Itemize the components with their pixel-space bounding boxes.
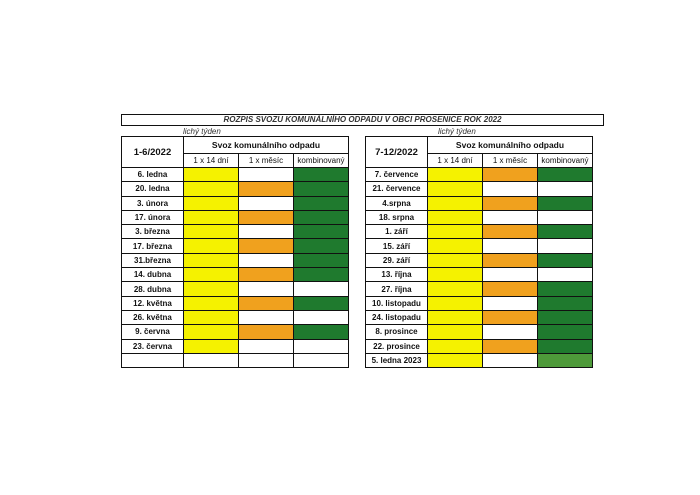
date-cell-left: 28. dubna [122, 282, 184, 296]
collection-cell-left-biweekly [184, 268, 239, 282]
collection-cell-right-biweekly [428, 296, 483, 310]
collection-cell-left-combined [294, 225, 349, 239]
collection-cell-left-monthly [239, 196, 294, 210]
date-cell-right: 4.srpna [366, 196, 428, 210]
collection-cell-right-biweekly [428, 325, 483, 339]
collection-cell-right-monthly [483, 210, 538, 224]
collection-cell-left-biweekly [184, 325, 239, 339]
date-cell-right: 5. ledna 2023 [366, 353, 428, 367]
date-cell-left: 12. května [122, 296, 184, 310]
date-cell-right: 15. září [366, 239, 428, 253]
column-gap [349, 168, 366, 182]
collection-cell-left-biweekly [184, 296, 239, 310]
collection-cell-left-biweekly [184, 282, 239, 296]
date-cell-left: 6. ledna [122, 168, 184, 182]
column-gap [349, 196, 366, 210]
date-cell-left: 3. března [122, 225, 184, 239]
collection-cell-right-monthly [483, 239, 538, 253]
collection-cell-right-combined [538, 268, 593, 282]
collection-cell-left-combined [294, 282, 349, 296]
date-cell-left: 17. února [122, 210, 184, 224]
collection-cell-right-biweekly [428, 339, 483, 353]
column-gap [349, 225, 366, 239]
collection-cell-right-combined [538, 225, 593, 239]
date-cell-right: 10. listopadu [366, 296, 428, 310]
collection-cell-left-combined [294, 168, 349, 182]
collection-cell-left-monthly [239, 168, 294, 182]
collection-cell-left-combined [294, 239, 349, 253]
odd-week-label-right: lichý týden [438, 127, 476, 136]
col-label-right: 1 x měsíc [483, 154, 538, 168]
collection-cell-right-combined [538, 210, 593, 224]
collection-cell-right-monthly [483, 225, 538, 239]
collection-cell-right-combined [538, 182, 593, 196]
column-gap [349, 353, 366, 367]
date-cell-left: 31.března [122, 253, 184, 267]
collection-cell-right-biweekly [428, 353, 483, 367]
date-cell-left: 20. ledna [122, 182, 184, 196]
collection-cell-right-monthly [483, 339, 538, 353]
date-cell-left [122, 353, 184, 367]
collection-cell-right-combined [538, 296, 593, 310]
collection-cell-right-biweekly [428, 310, 483, 324]
collection-cell-left-combined [294, 182, 349, 196]
period-right: 7-12/2022 [366, 137, 428, 168]
date-cell-right: 29. září [366, 253, 428, 267]
col-label-left: 1 x měsíc [239, 154, 294, 168]
collection-cell-left-monthly [239, 325, 294, 339]
collection-cell-right-monthly [483, 253, 538, 267]
collection-cell-right-biweekly [428, 182, 483, 196]
date-cell-right: 8. prosince [366, 325, 428, 339]
date-cell-left: 3. února [122, 196, 184, 210]
column-gap [349, 137, 366, 168]
collection-cell-left-biweekly [184, 253, 239, 267]
collection-cell-left-combined [294, 210, 349, 224]
column-gap [349, 182, 366, 196]
schedule-table [121, 136, 593, 368]
schedule-sheet [121, 114, 604, 368]
collection-cell-right-combined [538, 168, 593, 182]
column-gap [349, 296, 366, 310]
collection-cell-left-biweekly [184, 339, 239, 353]
date-cell-left: 23. června [122, 339, 184, 353]
column-gap [349, 339, 366, 353]
collection-cell-right-combined [538, 196, 593, 210]
date-cell-right: 27. října [366, 282, 428, 296]
odd-week-row [121, 126, 604, 136]
collection-cell-right-monthly [483, 196, 538, 210]
collection-cell-right-monthly [483, 296, 538, 310]
col-label-left: kombinovaný [294, 154, 349, 168]
collection-cell-right-combined [538, 239, 593, 253]
collection-cell-right-biweekly [428, 196, 483, 210]
collection-cell-right-combined [538, 310, 593, 324]
date-cell-right: 13. října [366, 268, 428, 282]
collection-cell-right-combined [538, 253, 593, 267]
date-cell-right: 24. listopadu [366, 310, 428, 324]
col-label-left: 1 x 14 dní [184, 154, 239, 168]
collection-cell-right-monthly [483, 310, 538, 324]
collection-cell-right-biweekly [428, 253, 483, 267]
collection-cell-left-monthly [239, 268, 294, 282]
collection-cell-left-monthly [239, 253, 294, 267]
collection-cell-left-biweekly [184, 310, 239, 324]
column-gap [349, 310, 366, 324]
date-cell-right: 21. července [366, 182, 428, 196]
date-cell-left: 17. března [122, 239, 184, 253]
date-cell-right: 7. července [366, 168, 428, 182]
collection-cell-left-combined [294, 268, 349, 282]
collection-cell-right-biweekly [428, 239, 483, 253]
collection-cell-right-biweekly [428, 282, 483, 296]
period-left: 1-6/2022 [122, 137, 184, 168]
collection-cell-right-biweekly [428, 225, 483, 239]
collection-cell-left-biweekly [184, 225, 239, 239]
collection-cell-right-monthly [483, 282, 538, 296]
collection-cell-left-monthly [239, 296, 294, 310]
collection-cell-left-monthly [239, 282, 294, 296]
collection-cell-right-combined [538, 282, 593, 296]
collection-cell-left-combined [294, 325, 349, 339]
col-label-right: 1 x 14 dní [428, 154, 483, 168]
odd-week-label-left: lichý týden [183, 127, 221, 136]
date-cell-right: 22. prosince [366, 339, 428, 353]
date-cell-left: 14. dubna [122, 268, 184, 282]
date-cell-right: 18. srpna [366, 210, 428, 224]
collection-cell-left-biweekly [184, 210, 239, 224]
col-label-right: kombinovaný [538, 154, 593, 168]
collection-cell-right-combined [538, 353, 593, 367]
collection-cell-left-monthly [239, 310, 294, 324]
group-header-left: Svoz komunálního odpadu [184, 137, 349, 154]
group-header-right: Svoz komunálního odpadu [428, 137, 593, 154]
collection-cell-left-monthly [239, 225, 294, 239]
collection-cell-left-combined [294, 196, 349, 210]
column-gap [349, 253, 366, 267]
collection-cell-right-combined [538, 339, 593, 353]
collection-cell-left-monthly [239, 339, 294, 353]
column-gap [349, 268, 366, 282]
date-cell-left: 9. června [122, 325, 184, 339]
column-gap [349, 282, 366, 296]
column-gap [349, 210, 366, 224]
collection-cell-right-biweekly [428, 168, 483, 182]
document-title: ROZPIS SVOZU KOMUNÁLNÍHO ODPADU V OBCI PROSENICE ROK 2022 [121, 114, 604, 126]
collection-cell-right-monthly [483, 182, 538, 196]
collection-cell-right-monthly [483, 353, 538, 367]
collection-cell-left-biweekly [184, 353, 239, 367]
collection-cell-left-biweekly [184, 168, 239, 182]
column-gap [349, 325, 366, 339]
collection-cell-left-combined [294, 353, 349, 367]
collection-cell-right-biweekly [428, 210, 483, 224]
collection-cell-left-biweekly [184, 182, 239, 196]
collection-cell-left-monthly [239, 210, 294, 224]
collection-cell-left-combined [294, 296, 349, 310]
collection-cell-left-biweekly [184, 239, 239, 253]
collection-cell-left-combined [294, 253, 349, 267]
collection-cell-left-combined [294, 339, 349, 353]
collection-cell-left-combined [294, 310, 349, 324]
collection-cell-right-biweekly [428, 268, 483, 282]
column-gap [349, 239, 366, 253]
collection-cell-left-monthly [239, 182, 294, 196]
collection-cell-left-monthly [239, 239, 294, 253]
date-cell-right: 1. září [366, 225, 428, 239]
collection-cell-left-biweekly [184, 196, 239, 210]
date-cell-left: 26. května [122, 310, 184, 324]
collection-cell-right-monthly [483, 168, 538, 182]
collection-cell-right-monthly [483, 268, 538, 282]
collection-cell-right-combined [538, 325, 593, 339]
collection-cell-right-monthly [483, 325, 538, 339]
collection-cell-left-monthly [239, 353, 294, 367]
